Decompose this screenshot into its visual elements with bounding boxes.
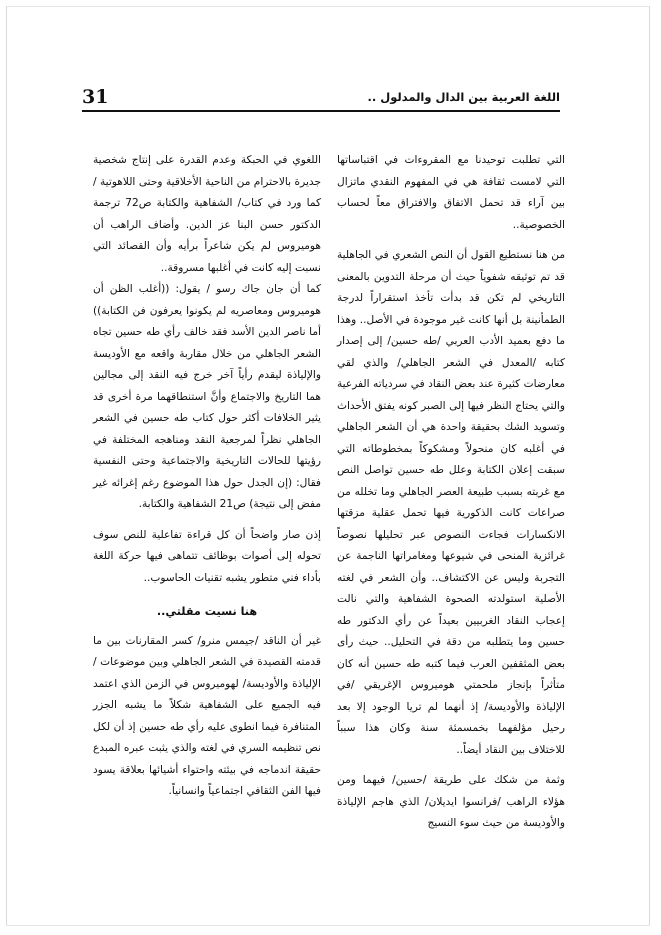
- body-paragraph: التي تطلبت توحيدنا مع المقروءات في اقتباساتها التي لامست ثقافة هي في المفهوم النقدي ماتزال بين آراء قد تحمل الاتفاق والافتراق معاً لحساب الخصوصية..: [337, 154, 565, 231]
- right-column: [337, 150, 565, 835]
- page-number: 31: [82, 86, 109, 108]
- running-header: [82, 86, 560, 112]
- body-paragraph: وثمة من شكك على طريقة /حسين/ فيهما ومن هؤلاء الراهب /فرانسوا ايديلان/ الذي هاجم الإلياذة والأوديسة من حيث سوء النسيج: [337, 774, 565, 829]
- body-paragraph: غير أن الناقد /جيمس منرو/ كسر المقارنات بين ما قدمته القصيدة في الشعر الجاهلي وبين موضوعات /الإلياذة والأوديسة/ لهوميروس في الزمن الذي اعتمد فيه الجميع على الشفاهية شكلاً ما يشبه الجزر المتنافرة فيما انطوى عليه رأي طه حسين إذ أن لكل نص تنظيمه السري في لغته والذي يثبت عبره المبدع حقيقة اندماجه في بيئته واحتواء أشيائها بعلاقة يسود فيها الفن الثقافي اجتماعياً وانسانياً.: [93, 634, 321, 797]
- body-paragraph: كما أن جان جاك رسو / يقول: ((أغلب الظن أن هوميروس ومعاصريه لم يكونوا يعرفون فن الكتابة)) أما ناصر الدين الأسد فقد خالف رأي طه حسين تجاه الشعر الجاهلي من خلال مقاربة واقعه مع الأوديسة والإلياذة ليقدم رأياً آخر خرج فيه النقد إلى مجالين هما التاريخ والاجتماع وأنَّ استنطاقهما مرة أخرى قد يثير الخلافات أكثر حول كتاب طه حسين في الشعر الجاهلي نظراً لمرجعية النقد ومناهجه المختلفة في رؤيتها للحالات التاريخية والاجتماعية وحتى النفسية فقال: (إن الجدل حول هذا الموضوع رغم إغرائه غير مفض إلى نتيجة) ص21 الشفاهية والكتابة.: [93, 283, 321, 510]
- section-heading: هنا نسيت مقلتي..: [156, 605, 258, 618]
- left-column: [93, 150, 321, 803]
- header-rule: [82, 110, 560, 112]
- body-paragraph: اللغوي في الحبكة وعدم القدرة على إنتاج شخصية جديرة بالاحترام من الناحية الأخلاقية وحتى اللاهوتية /كما ورد في كتاب/ الشفاهية والكتابة ص72 ترجمة الدكتور حسن البنا عز الدين. وأضاف الراهب أن هوميروس لم يكن شاعراً برأيه وأن القصائد التي نسبت إليه كانت في أغلبها مسروقة..: [93, 154, 322, 274]
- body-paragraph: من هنا نستطيع القول أن النص الشعري في الجاهلية قد تم توثيقه شفوياً حيث أن مرحلة التدوين بالمعنى التاريخي لم تكن قد بدأت تأخذ استقراراً لدرجة الطمأنينة بل أنها كانت غير موجودة في الأصل.. وهذا ما دفع بعميد الأدب العربي /طه حسين/ إلى إصدار كتابه /المعدل في الشعر الجاهلي/ والذي لقي معارضات كثيرة عند بعض النقاد في سردياته الفرعية والتي يحتاج النظر فيها إلى الصبر كونه يفتق الأحداث وتسويد الشك بحقيقة واحدة هي أن الشعر الجاهلي في أغلبه كان منحولاً ومشكوكاً بمخطوطاته التي سبقت إعلان الكتابة وعلل طه حسين تواصل النص مع غربته بسبب طبيعة العصر الجاهلي وما تخلله من صراعات كانت الذكورية فيها تحمل عقلية مزقتها الانكسارات فجاءت النصوص عبر تحليلها نصوصاً غرائزية المنحى في شيوعها ومغامراتها الناجمة عن التجربة وليس عن الاكتشاف.. وأن الشعر في لغته الأصلية استولدته الصحوة الشفاهية والتي نالت إعجاب النقاد الغربيين بعيداً عن رأي الدكتور طه حسين وما يتطلبه من دقة في التحليل.. حيث رأى بعض المثقفين العرب فيما كتبه طه حسين أنه كان متأثراً بإنجاز ملحمتي هوميروس الإغريقي /في الإلياذة والأوديسة/ إذ أنهما لم تريا الوجود إلا بعد رحيل مؤلفهما بخمسمئة سنة وكان هذا سبباً للاختلاف بين النقاد أيضاً..: [337, 249, 565, 756]
- journal-title: اللغة العربية بين الدال والمدلول ..: [367, 90, 560, 104]
- body-paragraph: إذن صار واضحاً أن كل قراءة تفاعلية للنص سوف تحوله إلى أصوات بوظائف تتماهى فيها حركة اللغة بأداء فني متطور يشبه تقنيات الحاسوب..: [93, 528, 321, 584]
